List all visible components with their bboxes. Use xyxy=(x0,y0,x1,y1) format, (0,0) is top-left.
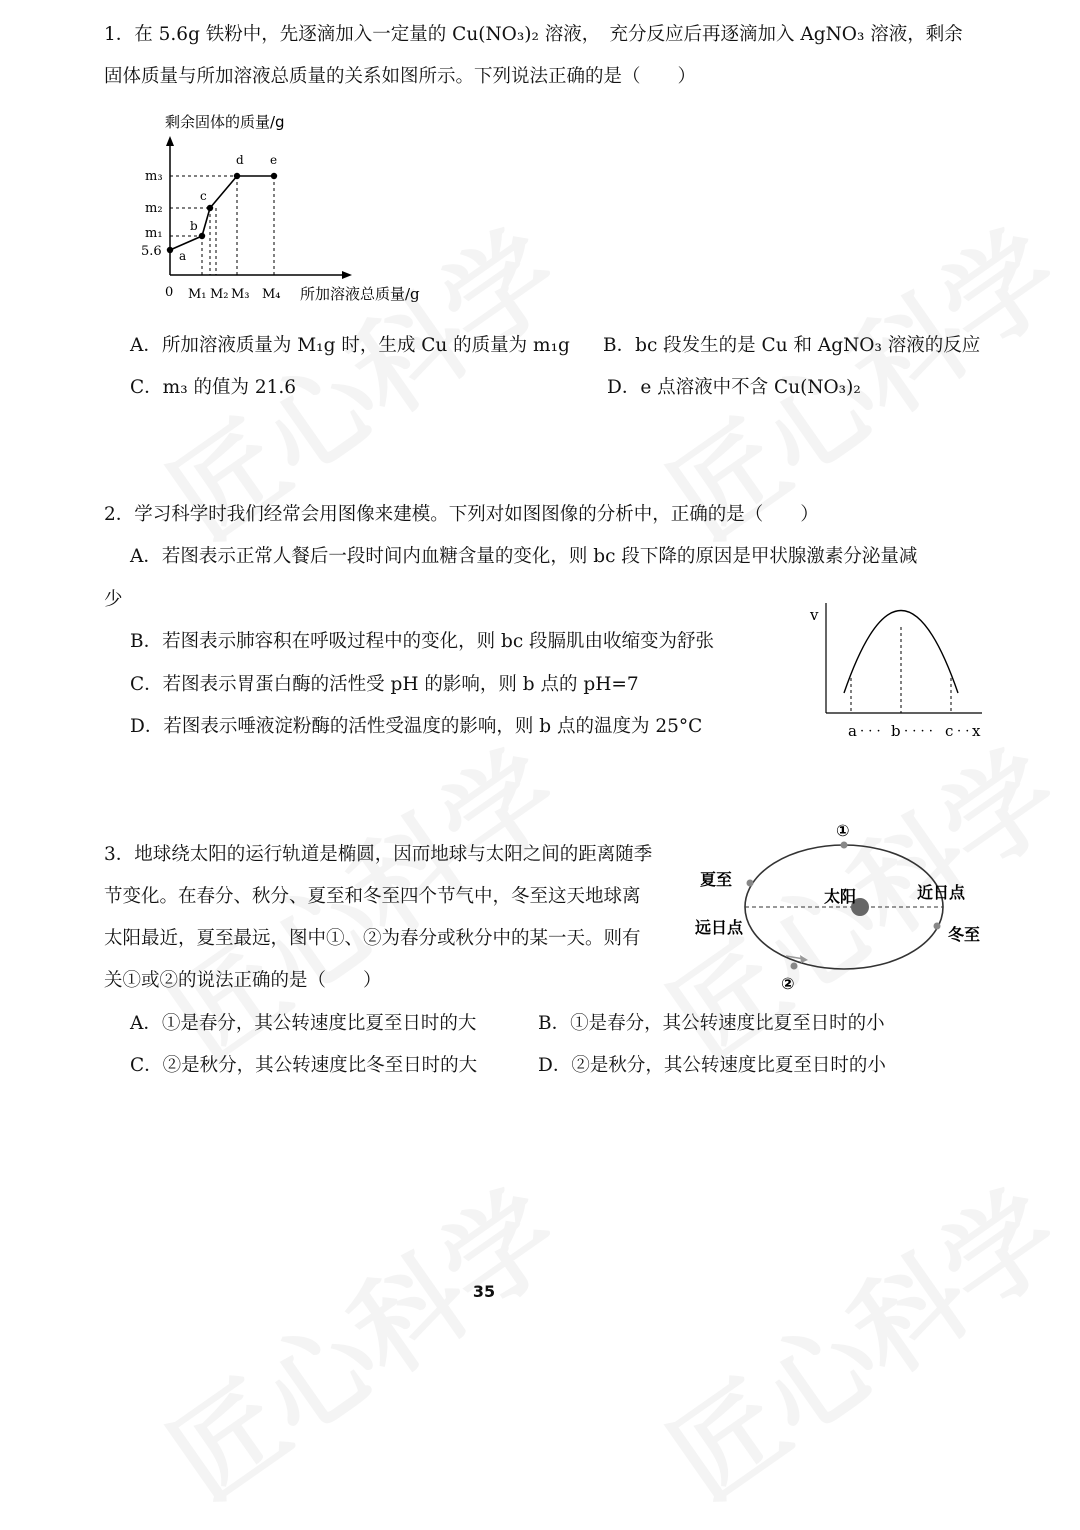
earth-summer xyxy=(747,880,754,887)
q1-origin-label: 0 xyxy=(165,285,174,300)
q1-label-e: e xyxy=(270,153,278,167)
q3-stem-line1: 3．地球绕太阳的运行轨道是椭圆，因而地球与太阳之间的距离随季 xyxy=(104,844,653,865)
q2-option-a-line1: A．若图表示正常人餐后一段时间内血糖含量的变化，则 bc 段下降的原因是甲状腺激素分泌量减 xyxy=(130,546,918,567)
q1-point-e xyxy=(271,173,277,179)
q1-option-c: C．m₃ 的值为 21.6 xyxy=(130,377,297,398)
q1-ytick-m1: m₁ xyxy=(145,226,163,241)
label-perihelion: 近日点 xyxy=(917,883,966,902)
q3-stem-line4: 关①或②的说法正确的是（ ） xyxy=(104,970,382,991)
q2-chart xyxy=(800,598,995,743)
earth-at-2 xyxy=(791,963,798,970)
label-summer-solstice: 夏至 xyxy=(700,870,733,889)
q1-chart-xlabel: 所加溶液总质量/g xyxy=(300,285,420,303)
q1-option-b: B．bc 段发生的是 Cu 和 AgNO₃ 溶液的反应 xyxy=(603,335,981,356)
q3-orbit-figure xyxy=(690,818,990,998)
q1-point-d xyxy=(234,173,240,179)
q2-xlabel: x xyxy=(972,722,981,740)
q1-xtick-M1: M₁ xyxy=(188,287,207,302)
q1-label-a: a xyxy=(179,249,187,263)
q2-dots: · · · xyxy=(860,724,881,739)
q1-stem-line2: 固体质量与所加溶液总质量的关系如图所示。下列说法正确的是（ ） xyxy=(104,66,697,87)
q1-series-line xyxy=(170,176,274,250)
q1-chart-ylabel: 剩余固体的质量/g xyxy=(165,113,285,131)
earth-winter xyxy=(934,923,941,930)
label-winter-solstice: 冬至 xyxy=(948,925,981,944)
q1-label-b: b xyxy=(190,219,198,233)
q1-xtick-M4: M₄ xyxy=(262,287,281,302)
q1-label-d: d xyxy=(236,153,244,167)
q1-option-a: A．所加溶液质量为 M₁g 时，生成 Cu 的质量为 m₁g xyxy=(130,335,570,356)
q2-dots: · · · · xyxy=(904,724,933,739)
q2-option-a-line2: 少 xyxy=(104,589,123,610)
label-2: ② xyxy=(781,974,795,993)
q2-xtick-b: b xyxy=(891,722,901,740)
q1-label-c: c xyxy=(200,189,207,203)
q2-xtick-c: c xyxy=(945,722,954,740)
q3-option-a: A．①是春分，其公转速度比夏至日时的大 xyxy=(130,1013,477,1034)
q1-point-c xyxy=(207,205,213,211)
q2-option-c: C．若图表示胃蛋白酶的活性受 pH 的影响，则 b 点的 pH=7 xyxy=(130,674,639,695)
q1-point-a xyxy=(167,247,173,253)
q2-guides xyxy=(851,627,951,713)
q1-x-axis-arrow xyxy=(342,271,352,279)
earth-at-1 xyxy=(841,842,848,849)
q2-stem: 2．学习科学时我们经常会用图像来建模。下列对如图图像的分析中，正确的是（ ） xyxy=(104,504,819,525)
q3-option-c: C．②是秋分，其公转速度比冬至日时的大 xyxy=(130,1055,478,1076)
q1-point-b xyxy=(199,233,205,239)
q2-option-b: B．若图表示肺容积在呼吸过程中的变化，则 bc 段膈肌由收缩变为舒张 xyxy=(130,631,715,652)
q2-dots: · · xyxy=(957,724,970,739)
q1-ytick-5.6: 5.6 xyxy=(141,244,162,259)
q3-stem-line2: 节变化。在春分、秋分、夏至和冬至四个节气中，冬至这天地球离 xyxy=(104,886,641,907)
q1-xtick-M3: M₃ xyxy=(231,287,250,302)
label-1: ① xyxy=(836,821,850,840)
q1-y-axis-arrow xyxy=(166,136,174,146)
q1-chart xyxy=(120,100,460,315)
q1-option-d: D．e 点溶液中不含 Cu(NO₃)₂ xyxy=(607,377,861,398)
q2-option-d: D．若图表示唾液淀粉酶的活性受温度的影响，则 b 点的温度为 25°C xyxy=(130,716,703,737)
watermark xyxy=(634,1148,1080,1530)
watermark xyxy=(134,1148,585,1530)
label-aphelion: 远日点 xyxy=(695,918,744,937)
q1-stem-line1: 1．在 5.6g 铁粉中，先逐滴加入一定量的 Cu(NO₃)₂ 溶液， 充分反应后再逐滴加入 AgNO₃ 溶液，剩余 xyxy=(104,24,963,45)
q1-xtick-M2: M₂ xyxy=(210,287,229,302)
q3-option-b: B．①是春分，其公转速度比夏至日时的小 xyxy=(538,1013,885,1034)
q2-xtick-a: a xyxy=(848,722,857,740)
q2-ylabel: v xyxy=(810,606,819,624)
q3-option-d: D．②是秋分，其公转速度比夏至日时的小 xyxy=(538,1055,886,1076)
label-sun: 太阳 xyxy=(824,887,857,906)
q3-stem-line3: 太阳最近，夏至最远，图中①、②为春分或秋分中的某一天。则有 xyxy=(104,928,641,949)
q1-ytick-m2: m₂ xyxy=(145,201,163,216)
page-number: 35 xyxy=(472,1282,496,1301)
q1-ytick-m3: m₃ xyxy=(145,169,163,184)
